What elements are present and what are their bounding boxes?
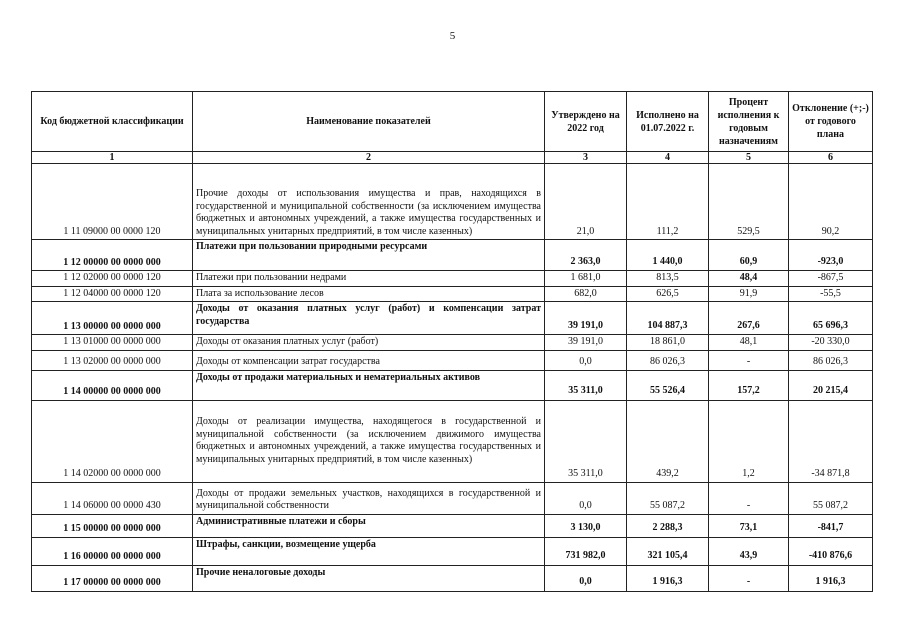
row-code: 1 15 00000 00 0000 000 xyxy=(32,514,193,537)
header-code: Код бюджетной классификации xyxy=(32,92,193,152)
table-row xyxy=(32,537,873,565)
row-executed: 86 026,3 xyxy=(627,350,709,370)
row-deviation: -867,5 xyxy=(789,271,873,287)
table-row xyxy=(32,302,873,335)
row-executed: 813,5 xyxy=(627,271,709,287)
page-number: 5 xyxy=(449,30,456,42)
row-approved: 0,0 xyxy=(545,482,627,514)
row-approved: 2 363,0 xyxy=(545,240,627,271)
table-row xyxy=(32,400,873,482)
row-approved: 0,0 xyxy=(545,565,627,591)
row-percent: 529,5 xyxy=(709,164,789,240)
row-name: Доходы от оказания платных услуг (работ) xyxy=(193,335,545,351)
row-code: 1 12 04000 00 0000 120 xyxy=(32,286,193,302)
row-code: 1 14 02000 00 0000 000 xyxy=(32,400,193,482)
row-percent: 43,9 xyxy=(709,537,789,565)
row-deviation: -20 330,0 xyxy=(789,335,873,351)
row-executed: 626,5 xyxy=(627,286,709,302)
table-row xyxy=(32,335,873,351)
row-approved: 3 130,0 xyxy=(545,514,627,537)
row-approved: 39 191,0 xyxy=(545,335,627,351)
row-name: Штрафы, санкции, возмещение ущерба xyxy=(193,537,545,565)
col-number: 1 xyxy=(32,152,193,164)
row-executed: 1 916,3 xyxy=(627,565,709,591)
row-deviation: 86 026,3 xyxy=(789,350,873,370)
table-row xyxy=(32,565,873,591)
table-row xyxy=(32,482,873,514)
row-deviation: 55 087,2 xyxy=(789,482,873,514)
row-approved: 731 982,0 xyxy=(545,537,627,565)
row-percent: 1,2 xyxy=(709,400,789,482)
row-deviation: 1 916,3 xyxy=(789,565,873,591)
row-code: 1 14 06000 00 0000 430 xyxy=(32,482,193,514)
row-percent: 60,9 xyxy=(709,240,789,271)
row-executed: 321 105,4 xyxy=(627,537,709,565)
row-name: Платежи при пользовании природными ресурсами xyxy=(193,240,545,271)
row-executed: 439,2 xyxy=(627,400,709,482)
row-executed: 18 861,0 xyxy=(627,335,709,351)
row-approved: 39 191,0 xyxy=(545,302,627,335)
table-row xyxy=(32,164,873,240)
row-name: Плата за использование лесов xyxy=(193,286,545,302)
row-executed: 111,2 xyxy=(627,164,709,240)
row-percent: 73,1 xyxy=(709,514,789,537)
header-approved: Утверждено на 2022 год xyxy=(545,92,627,152)
row-name: Доходы от реализации имущества, находящегося в государственной и муниципальной собственности (за исключением движимого имущества бюджетных и автономных учреждений, а также имущества государственных и муниципальных унитарных предприятий, в том числе казенных) xyxy=(193,400,545,482)
row-approved: 35 311,0 xyxy=(545,370,627,400)
row-percent: - xyxy=(709,350,789,370)
header-percent: Процент исполнения к годовым назначениям xyxy=(709,92,789,152)
table-row xyxy=(32,286,873,302)
row-code: 1 14 00000 00 0000 000 xyxy=(32,370,193,400)
row-deviation: 20 215,4 xyxy=(789,370,873,400)
row-code: 1 16 00000 00 0000 000 xyxy=(32,537,193,565)
row-name: Доходы от оказания платных услуг (работ) и компенсации затрат государства xyxy=(193,302,545,335)
header-deviation: Отклонение (+;-) от годового плана xyxy=(789,92,873,152)
table-row xyxy=(32,370,873,400)
table-header-row xyxy=(32,92,873,152)
row-approved: 21,0 xyxy=(545,164,627,240)
row-approved: 1 681,0 xyxy=(545,271,627,287)
row-deviation: -923,0 xyxy=(789,240,873,271)
row-percent: 91,9 xyxy=(709,286,789,302)
row-name: Административные платежи и сборы xyxy=(193,514,545,537)
col-number: 6 xyxy=(789,152,873,164)
col-number: 2 xyxy=(193,152,545,164)
row-code: 1 13 02000 00 0000 000 xyxy=(32,350,193,370)
row-code: 1 17 00000 00 0000 000 xyxy=(32,565,193,591)
col-number: 5 xyxy=(709,152,789,164)
row-approved: 35 311,0 xyxy=(545,400,627,482)
row-deviation: 90,2 xyxy=(789,164,873,240)
table-row xyxy=(32,271,873,287)
row-executed: 2 288,3 xyxy=(627,514,709,537)
row-approved: 682,0 xyxy=(545,286,627,302)
row-executed: 55 087,2 xyxy=(627,482,709,514)
table-row xyxy=(32,514,873,537)
header-name: Наименование показателей xyxy=(193,92,545,152)
row-deviation: -55,5 xyxy=(789,286,873,302)
row-executed: 1 440,0 xyxy=(627,240,709,271)
row-name: Прочие доходы от использования имущества и прав, находящихся в государственной и муниципальной собственности (за исключением имущества бюджетных и автономных учреждений, а также имущества государственных и муниципальных унитарных предприятий, в том числе казенных) xyxy=(193,164,545,240)
row-code: 1 12 00000 00 0000 000 xyxy=(32,240,193,271)
row-deviation: -841,7 xyxy=(789,514,873,537)
row-deviation: 65 696,3 xyxy=(789,302,873,335)
row-percent: - xyxy=(709,565,789,591)
budget-table xyxy=(31,91,873,592)
row-deviation: -34 871,8 xyxy=(789,400,873,482)
row-deviation: -410 876,6 xyxy=(789,537,873,565)
row-executed: 55 526,4 xyxy=(627,370,709,400)
row-name: Доходы от продажи материальных и нематериальных активов xyxy=(193,370,545,400)
column-number-row xyxy=(32,152,873,164)
row-name: Доходы от компенсации затрат государства xyxy=(193,350,545,370)
row-code: 1 11 09000 00 0000 120 xyxy=(32,164,193,240)
row-percent: 157,2 xyxy=(709,370,789,400)
header-executed: Исполнено на 01.07.2022 г. xyxy=(627,92,709,152)
row-percent: - xyxy=(709,482,789,514)
row-executed: 104 887,3 xyxy=(627,302,709,335)
row-percent: 267,6 xyxy=(709,302,789,335)
row-name: Прочие неналоговые доходы xyxy=(193,565,545,591)
table-row xyxy=(32,240,873,271)
row-code: 1 13 00000 00 0000 000 xyxy=(32,302,193,335)
col-number: 4 xyxy=(627,152,709,164)
table-row xyxy=(32,350,873,370)
row-percent: 48,4 xyxy=(709,271,789,287)
row-name: Доходы от продажи земельных участков, находящихся в государственной и муниципальной собственности xyxy=(193,482,545,514)
col-number: 3 xyxy=(545,152,627,164)
row-code: 1 13 01000 00 0000 000 xyxy=(32,335,193,351)
row-approved: 0,0 xyxy=(545,350,627,370)
row-code: 1 12 02000 00 0000 120 xyxy=(32,271,193,287)
row-name: Платежи при пользовании недрами xyxy=(193,271,545,287)
row-percent: 48,1 xyxy=(709,335,789,351)
